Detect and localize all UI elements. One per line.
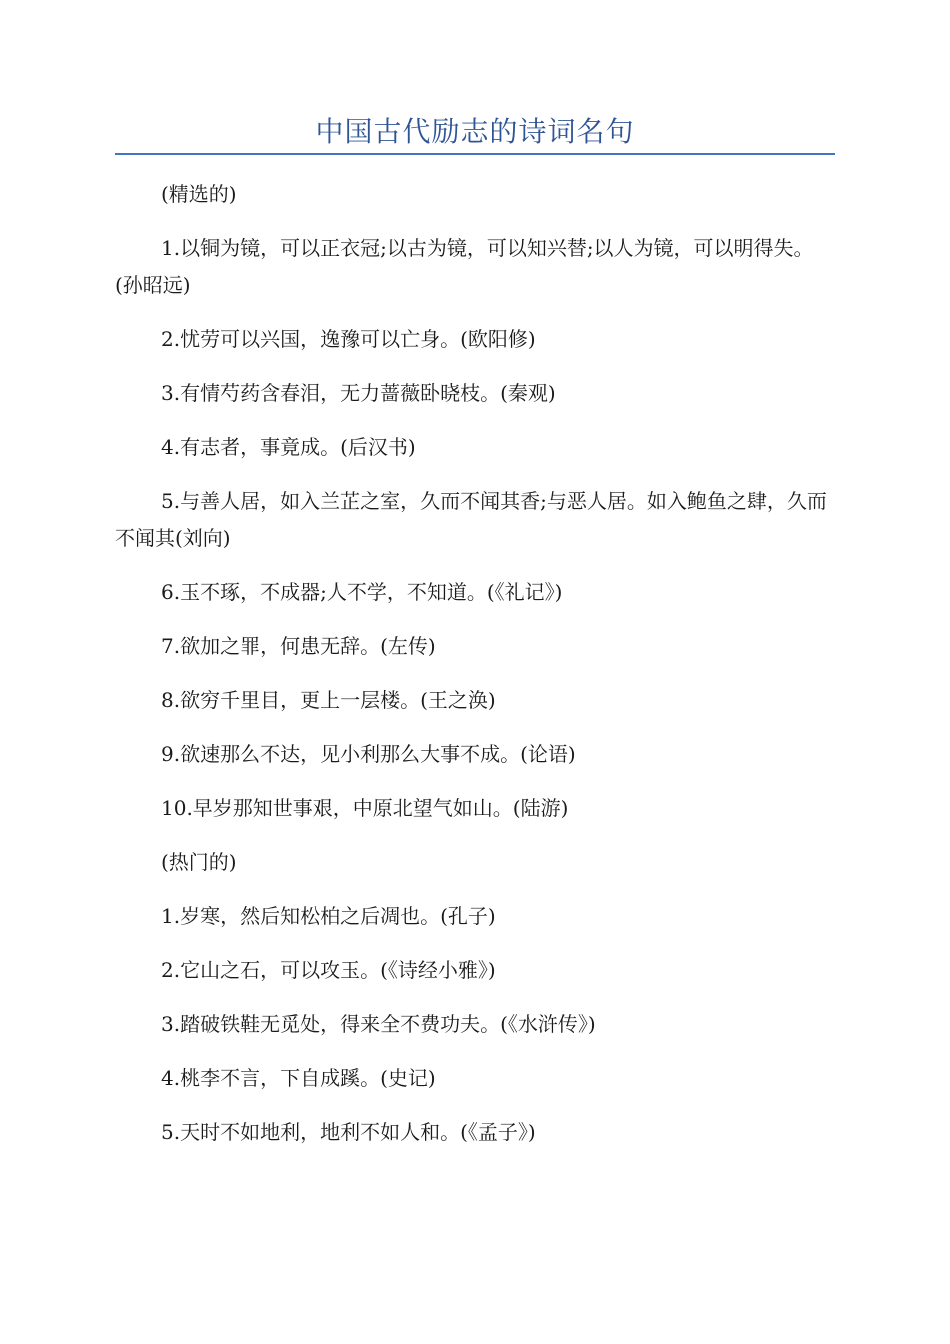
list-item: 6.玉不琢，不成器;人不学，不知道。(《礼记》) [161,580,563,604]
document-body [115,176,835,1168]
list-item: 8.欲穷千里目，更上一层楼。(王之涣) [161,688,496,712]
title-underline [115,153,835,155]
list-item: 9.欲速那么不达，见小利那么大事不成。(论语) [161,742,576,766]
page-title: 中国古代励志的诗词名句 [315,115,635,148]
list-item: 1.岁寒，然后知松柏之后凋也。(孔子) [161,904,496,928]
list-item: 4.有志者，事竟成。(后汉书) [161,435,416,459]
section-heading-popular: (热门的) [161,850,237,874]
list-item: 3.有情芍药含春泪，无力蔷薇卧晓枝。(秦观) [161,381,556,405]
section-heading-selected: (精选的) [161,182,237,206]
list-item: 4.桃李不言，下自成蹊。(史记) [161,1066,436,1090]
list-item: 5.与善人居，如入兰芷之室，久而不闻其香;与恶人居。如入鲍鱼之肆，久而不闻其(刘向) [115,489,827,550]
list-item: 1.以铜为镜，可以正衣冠;以古为镜，可以知兴替;以人为镜，可以明得失。(孙昭远) [115,236,814,297]
list-item: 2.忧劳可以兴国，逸豫可以亡身。(欧阳修) [161,327,536,351]
list-item: 3.踏破铁鞋无觅处，得来全不费功夫。(《水浒传》) [161,1012,596,1036]
list-item: 2.它山之石，可以攻玉。(《诗经小雅》) [161,958,496,982]
list-item: 5.天时不如地利，地利不如人和。(《孟子》) [161,1120,536,1144]
list-item: 7.欲加之罪，何患无辞。(左传) [161,634,436,658]
list-item: 10.早岁那知世事艰，中原北望气如山。(陆游) [161,796,569,820]
